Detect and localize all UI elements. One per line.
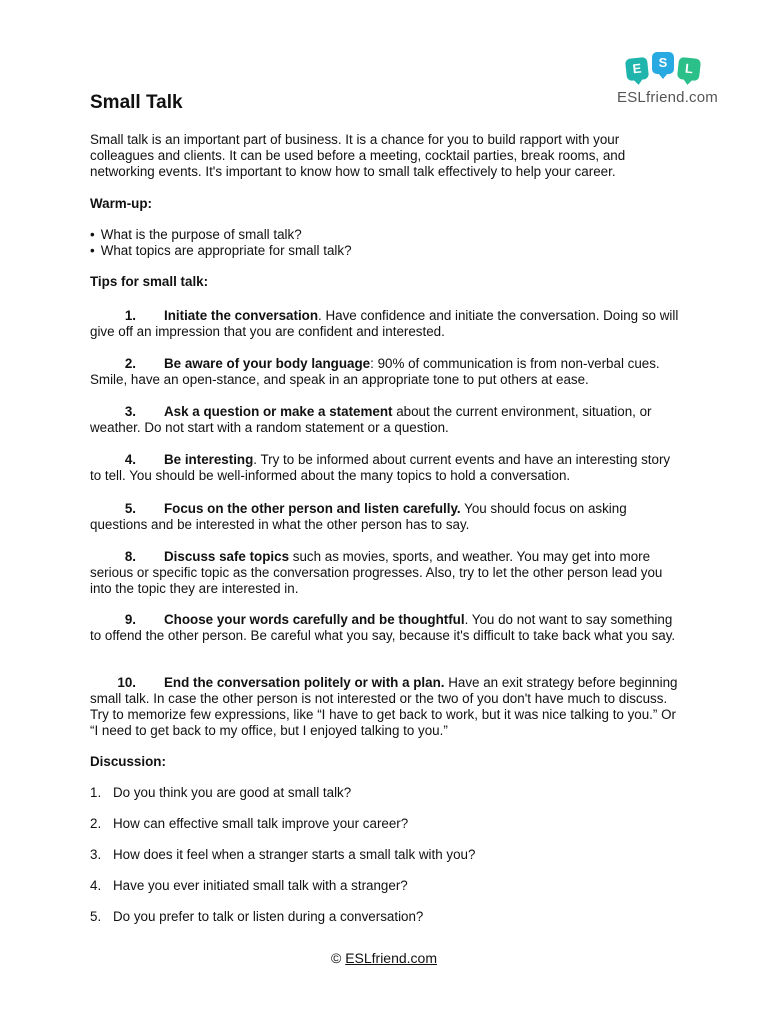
- tip-text: Have an exit strategy before beginning small talk. In case the other person is not interested or the two of you don't have much to discuss. Try to memorize few expressions, like “I have to get back to work, but it was nice talking to you.” Or “I need to get back to my office, but I enjoyed talking to you.”: [90, 675, 678, 738]
- discussion-question: [90, 816, 408, 832]
- tip-item: [90, 356, 680, 388]
- tip-number: 10.: [117, 675, 136, 690]
- tip-text: such as movies, sports, and weather. You may get into more serious or specific topic as the conversation progresses. Also, try to let the other person lead you into the topic they are interested in.: [90, 549, 663, 596]
- logo-site-name: ESLfriend.com: [617, 89, 718, 106]
- discussion-question: [90, 878, 408, 894]
- question-text: Do you prefer to talk or listen during a conversation?: [113, 909, 424, 924]
- tip-title: End the conversation politely or with a plan.: [164, 675, 445, 690]
- discussion-question: [90, 785, 351, 801]
- warmup-heading: Warm-up:: [90, 196, 152, 211]
- question-text: Have you ever initiated small talk with a stranger?: [113, 878, 408, 893]
- tip-title: Focus on the other person and listen carefully.: [164, 501, 461, 516]
- warmup-list: [90, 227, 352, 259]
- logo-badge-e: E: [625, 57, 649, 81]
- tip-number: 9.: [124, 612, 136, 627]
- tip-text: . You do not want to say something to offend the other person. Be careful what you say, because it's difficult to take back what you say.: [90, 612, 676, 643]
- tips-heading: Tips for small talk:: [90, 274, 209, 289]
- tip-item: [90, 404, 680, 436]
- tip-text: about the current environment, situation, or weather. Do not start with a random statement or a question.: [90, 404, 652, 435]
- tip-number: 5.: [124, 501, 136, 516]
- tip-item: [90, 612, 680, 644]
- tip-title: Choose your words carefully and be thoughtful: [164, 612, 465, 627]
- tip-number: 8.: [124, 549, 136, 564]
- copyright-symbol: ©: [330, 950, 342, 966]
- logo-badge-s: S: [652, 52, 674, 74]
- tip-title: Be aware of your body language: [164, 356, 371, 371]
- tip-number: 4.: [124, 452, 136, 467]
- tip-text: You should focus on asking questions and be interested in what the other person has to say.: [90, 501, 627, 532]
- tip-number: 1.: [124, 308, 136, 323]
- tip-title: Initiate the conversation: [164, 308, 319, 323]
- question-number: 1.: [90, 785, 102, 800]
- footer: [0, 950, 768, 966]
- question-number: 4.: [90, 878, 102, 893]
- tip-title: Be interesting: [164, 452, 254, 467]
- intro-paragraph: Small talk is an important part of business. It is a chance for you to build rapport with your colleagues and clients. It can be used before a meeting, cocktail parties, break rooms, and networking events. It's important to know how to small talk effectively to help your career.: [90, 132, 626, 179]
- discussion-question: [90, 909, 423, 925]
- logo-badge-l: L: [677, 57, 701, 81]
- question-number: 3.: [90, 847, 102, 862]
- tip-title: Ask a question or make a statement: [164, 404, 393, 419]
- question-number: 5.: [90, 909, 102, 924]
- tip-number: 2.: [124, 356, 136, 371]
- question-number: 2.: [90, 816, 102, 831]
- logo-badges: [626, 52, 706, 82]
- tip-item: [90, 549, 680, 597]
- question-text: How can effective small talk improve your career?: [113, 816, 409, 831]
- tip-item: [90, 452, 680, 484]
- tip-text: : 90% of communication is from non-verbal cues. Smile, have an open-stance, and speak in an appropriate tone to put others at ease.: [90, 356, 660, 387]
- eslfriend-logo[interactable]: [608, 52, 718, 112]
- list-item: • What is the purpose of small talk?: [90, 227, 352, 243]
- tip-text: . Try to be informed about current events and have an interesting story to tell. You should be well-informed about the many topics to hold a conversation.: [90, 452, 671, 483]
- discussion-heading: Discussion:: [90, 754, 166, 769]
- question-text: How does it feel when a stranger starts a small talk with you?: [113, 847, 476, 862]
- page-title: Small Talk: [90, 92, 183, 113]
- tip-item: [90, 308, 680, 340]
- tip-text: . Have confidence and initiate the conversation. Doing so will give off an impression that you are confident and interested.: [90, 308, 679, 339]
- question-text: Do you think you are good at small talk?: [113, 785, 352, 800]
- tip-title: Discuss safe topics: [164, 549, 290, 564]
- list-item: • What topics are appropriate for small talk?: [90, 243, 352, 259]
- footer-link[interactable]: ESLfriend.com: [345, 950, 438, 966]
- tip-item: [90, 501, 680, 533]
- discussion-question: [90, 847, 475, 863]
- tip-item: [90, 675, 680, 739]
- tip-number: 3.: [124, 404, 136, 419]
